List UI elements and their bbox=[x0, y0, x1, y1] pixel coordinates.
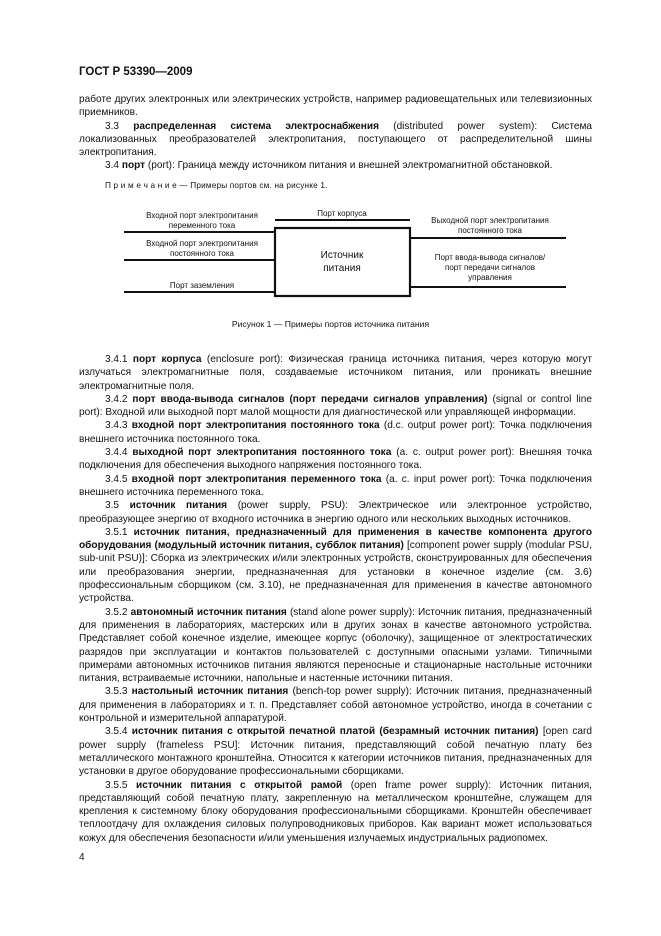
ac-input-label-1: Входной порт электропитания bbox=[146, 211, 258, 220]
dc-input-label-2: постоянного тока bbox=[170, 249, 234, 258]
signal-port-label-3: управления bbox=[468, 273, 512, 282]
clause-number: 3.5.1 bbox=[105, 526, 128, 538]
ac-input-label-2: переменного тока bbox=[168, 221, 236, 230]
definition-text: (open frame power supply): Источник питания, представляющий собой печатную плату, закрепленную на металлическом кронштейне, служащем для крепления к системному блоку оборудования профессиональными сборщиками. Кронштейн обеспечивает теплоотдачу для охлаждения силовых полупроводниковых приборов. Как вариант может использоваться кожух для обеспечения безопасности и/или уменьшения излучаемых индустриальных радиопомех. bbox=[79, 779, 592, 844]
document-header: ГОСТ Р 53390—2009 bbox=[79, 66, 193, 78]
clause-number: 3.3 bbox=[105, 120, 120, 132]
definition-paragraph bbox=[79, 473, 592, 500]
clause-number: 3.5 bbox=[105, 500, 120, 512]
definitions-list bbox=[79, 353, 592, 845]
term: настольный источник питания bbox=[131, 686, 289, 698]
clause-number: 3.4 bbox=[105, 160, 120, 172]
definition-text: (d.c. output power port): Точка подключения внешнего источника постоянного тока. bbox=[79, 420, 593, 445]
term: входной порт электропитания постоянного тока bbox=[131, 420, 380, 432]
definition-paragraph bbox=[79, 393, 592, 420]
term: источник питания с открытой печатной платой (безрамный источник питания) bbox=[131, 726, 539, 738]
definition-paragraph bbox=[79, 499, 592, 526]
earth-port-label: Порт заземления bbox=[169, 281, 235, 290]
definition-text: (enclosure port): Физическая граница источника питания, через которую могут излучаться электромагнитные поля, создаваемые источником питания, или проникать внешние электромагнитные поля. bbox=[79, 354, 592, 392]
definition-text: (distributed power system): Система локализованных преобразователей электропитания, поступающего от распределительной шины электропитания. bbox=[79, 120, 592, 159]
dc-output-label-2: постоянного тока bbox=[458, 226, 522, 235]
definition-paragraph bbox=[79, 725, 592, 778]
top-text bbox=[79, 93, 592, 192]
definition-paragraph bbox=[79, 446, 592, 473]
definition-paragraph bbox=[79, 419, 592, 446]
definition-paragraph bbox=[79, 353, 592, 393]
definition-text: (signal or control line port): Входной или выходной порт малой мощности для диагностической или управляющей информации. bbox=[79, 393, 592, 419]
signal-port-label-1: Порт ввода-вывода сигналов/ bbox=[434, 253, 546, 262]
clause-number: 3.4.4 bbox=[105, 447, 128, 459]
power-supply-label-1: Источник bbox=[320, 250, 364, 261]
definition-paragraph bbox=[79, 606, 592, 686]
term: источник питания с открытой рамой bbox=[136, 779, 343, 791]
definition-paragraph bbox=[79, 779, 592, 845]
note: П р и м е ч а н и е — Примеры портов см. на рисунке 1. bbox=[105, 180, 328, 190]
term: порт bbox=[121, 160, 146, 172]
dc-input-label-1: Входной порт электропитания bbox=[146, 239, 258, 248]
definition-text: (a. c. input power port): Точка подключения внешнего источника переменного тока. bbox=[79, 473, 592, 498]
clause-number: 3.5.2 bbox=[105, 606, 128, 618]
term: входной порт электропитания переменного тока bbox=[131, 473, 382, 485]
term: источник питания bbox=[129, 500, 228, 512]
definition-3-3 bbox=[79, 120, 592, 160]
clause-number: 3.5.3 bbox=[105, 686, 128, 698]
term: выходной порт электропитания постоянного тока bbox=[132, 447, 392, 459]
power-supply-label-2: питания bbox=[323, 263, 361, 274]
definition-text: [open card power supply (frameless PSU]: Источник питания, представляющий собой печатную плату без металлического монтажного кронштейна. Относится к категории источников питания, предназначенных для установки в другое оборудование профессиональными сборщиками. bbox=[79, 726, 593, 778]
enclosure-port-label: Порт корпуса bbox=[317, 209, 367, 218]
signal-port-label-2: порт передачи сигналов bbox=[445, 263, 535, 272]
term: порт корпуса bbox=[132, 354, 202, 365]
dc-output-label-1: Выходной порт электропитания bbox=[431, 216, 549, 225]
clause-number: 3.5.4 bbox=[105, 726, 128, 738]
clause-number: 3.4.5 bbox=[105, 473, 128, 485]
page-number: 4 bbox=[79, 852, 85, 863]
continued-paragraph: работе других электронных или электрических устройств, например радиовещательных или телевизионных приемников. bbox=[79, 94, 592, 119]
figure-caption: Рисунок 1 — Примеры портов источника питания bbox=[231, 319, 430, 329]
clause-number: 3.5.5 bbox=[105, 779, 128, 791]
figure-1-diagram bbox=[110, 200, 580, 310]
definition-text: (power supply, PSU): Электрическое или электронное устройство, преобразующее энергию от входного источника в энергию одного или нескольких выходных источников. bbox=[79, 500, 592, 525]
definition-text: (port): Граница между источником питания и внешней электромагнитной обстановкой. bbox=[147, 160, 553, 172]
definition-text: [component power supply (modular PSU, sub-unit PSU)]: Сборка из электрических и/или электронных устройств, сконструированных для обеспечения или преобразования энергии, предназначенная для установки в конечное изделие (см. 3.6) профессиональным сборщиком (см. 3.10), не предназначенная для применения в качестве автономного устройства. bbox=[79, 540, 592, 605]
clause-number: 3.4.2 bbox=[105, 393, 128, 405]
definition-3-4 bbox=[79, 159, 592, 172]
term: распределенная система электроснабжения bbox=[133, 120, 379, 132]
definition-text: (a. c. output power port): Внешняя точка подключения для обеспечения выходного напряжения постоянного тока. bbox=[79, 447, 592, 472]
definition-paragraph bbox=[79, 526, 592, 606]
term: автономный источник питания bbox=[130, 606, 287, 618]
definition-text: (bench-top power supply): Источник питания, предназначенный для применения в лабораториях и т. п. Представляет собой автономное устройство, иногда в сочетании с контрольной и измерительной аппаратурой. bbox=[79, 686, 593, 725]
term: порт ввода-вывода сигналов (порт передачи сигналов управления) bbox=[132, 393, 488, 405]
clause-number: 3.4.3 bbox=[105, 420, 128, 432]
definition-paragraph bbox=[79, 685, 592, 725]
term: источник питания, предназначенный для применения в качестве компонента другого оборудования (модульный источник питания, субблок питания) bbox=[79, 526, 592, 552]
definition-text: (stand alone power supply): Источник питания, предназначенный для применения в лабораториях, мастерских или в других зонах в качестве автономного устройства. Представляет собой конечное изделие, имеющее корпус (оболочку), защищенное от электростатических разрядов при эксплуатации и контактов пользователей с доступными опасными узлами. Типичными примерами автономных источников питания являются переносные и стационарные настольные источники питания, встраиваемые источники, напольные и настенные источники питания. bbox=[79, 606, 592, 685]
power-supply-box bbox=[275, 228, 410, 296]
clause-number: 3.4.1 bbox=[105, 354, 128, 365]
